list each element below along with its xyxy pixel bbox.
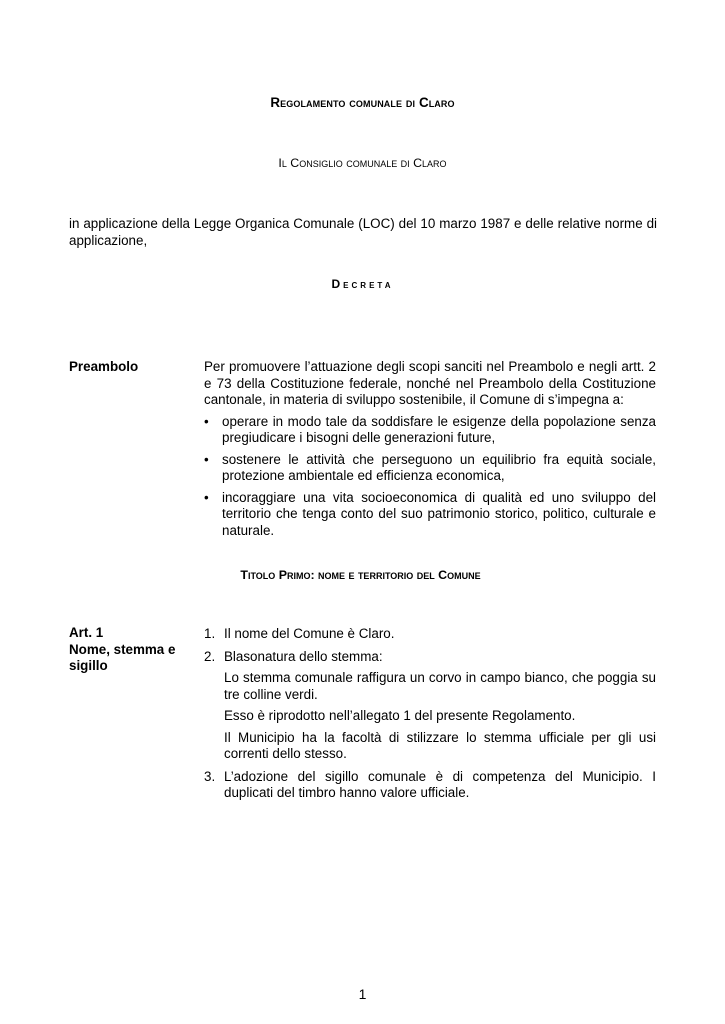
list-item [204,490,656,540]
list-item [204,626,656,643]
item-text: Il nome del Comune è Claro. [224,626,395,641]
art1-list [204,626,656,802]
art1-body [204,626,656,808]
list-item [204,649,656,763]
sub-paragraph: Esso è riprodotto nell’allegato 1 del presente Regolamento. [224,708,576,723]
titolo-heading [0,567,725,584]
titolo-text: Titolo Primo: nome e territorio del Comune [240,568,481,582]
document-title: Regolamento comunale di Claro [270,95,455,110]
decreta-heading: Decreta [331,277,394,291]
preambolo-body [204,359,656,539]
list-item [204,769,656,802]
page-number: 1 [358,986,367,1002]
item-text: Blasonatura dello stemma: [224,648,383,664]
bullet-icon: • [204,451,209,467]
list-item [204,452,656,485]
art1-number: Art. 1 [69,625,104,640]
art1-heading: Nome, stemma e sigillo [69,641,176,673]
intro-paragraph: in applicazione della Legge Organica Comunale (LOC) del 10 marzo 1987 e delle relative norme di applicazione, [69,216,657,248]
item-number: 1. [204,626,216,641]
document-subtitle: Il Consiglio comunale di Claro [278,156,447,170]
bullet-text: operare in modo tale da soddisfare le esigenze della popolazione senza pregiudicare i bisogni delle generazioni future, [222,413,656,445]
preambolo-label: Preambolo [69,359,139,374]
item-number: 2. [204,648,216,664]
sub-paragraph: Il Municipio ha la facoltà di stilizzare lo stemma ufficiale per gli usi correnti dello stesso. [224,729,656,761]
preambolo-text: Per promuovere l’attuazione degli scopi sanciti nel Preambolo e negli artt. 2 e 73 della Costituzione federale, nonché nel Preambolo della Costituzione cantonale, in materia di sviluppo sostenibile, il Comune di s’impegna a: [204,359,656,407]
bullet-icon: • [204,489,209,505]
list-item [204,414,656,447]
sub-paragraph: Lo stemma comunale raffigura un corvo in campo bianco, che poggia su tre colline verdi. [224,670,656,702]
item-text: L’adozione del sigillo comunale è di competenza del Municipio. I duplicati del timbro hanno valore ufficiale. [224,768,656,800]
bullet-icon: • [204,413,209,429]
art1-label [69,625,189,675]
preambolo-bullet-list [204,414,656,540]
bullet-text: incoraggiare una vita socioeconomica di qualità ed uno sviluppo del territorio che tenga conto del suo patrimonio storico, politico, culturale e naturale. [222,489,656,538]
bullet-text: sostenere le attività che perseguono un equilibrio fra equità sociale, protezione ambientale ed efficienza economica, [222,451,656,483]
item-number: 3. [204,768,216,784]
